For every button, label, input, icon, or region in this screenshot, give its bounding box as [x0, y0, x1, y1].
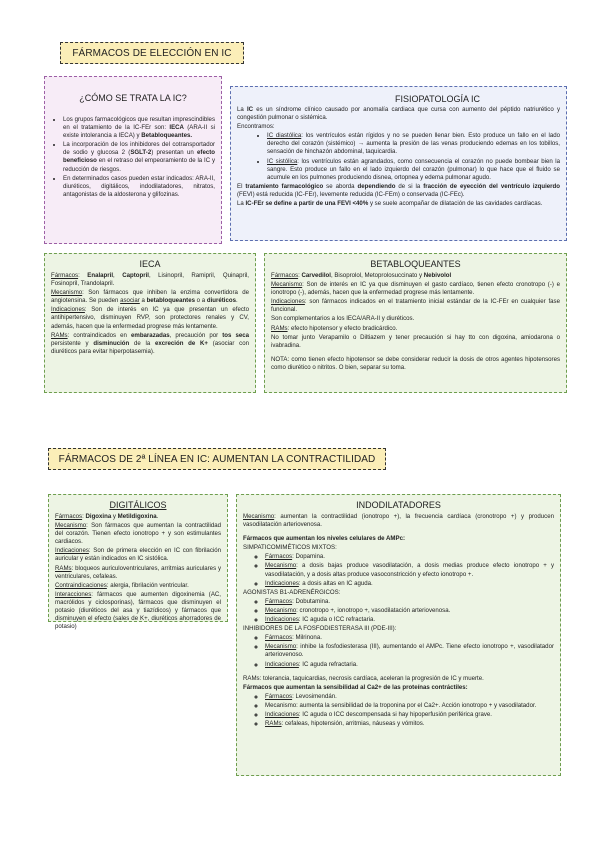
section-header-segunda-linea: [48, 448, 386, 470]
ieca-mecanismo: Mecanismo: Son fármacos que inhiben la enzima convertidora de angiotensina. Se pueden asociar a betabloqueantes o a diuréticos.: [51, 289, 249, 305]
como-se-trata-box: [44, 76, 222, 244]
como-item-3: • En determinados casos pueden estar indicados: ARA-II, diuréticos, digitálicos, indodilatadores, nitratos, antagonistas de la aldosterona y glifozinas.: [63, 175, 215, 199]
digi-interacciones: Interacciones: fármacos que aumenten digoxinemia (AC, macrólidos y ciclosporinas), fármacos que disminuyen el potasio (diuréticos del asa y tiazídicos) y fármacos que disminuyen el efecto (sales de K+, diuréticos ahorradores de potasio): [55, 590, 221, 631]
digi-farmacos: Fármacos: Digoxina y Metildigoxina.: [55, 513, 159, 520]
fisio-diastolica: • IC diastólica: los ventrículos están rígidos y no se pueden llenar bien. Esto produce un fallo en el lado derecho del corazón (sistémico) → aumenta la presión de las venas produciendo edemas en los tobillos, sensación de hinchazón abdominal, taquicardia.: [267, 132, 560, 156]
fisio-sistolica: • IC sistólica: los ventrículos están agrandados, como consecuencia el corazón no puede bombear bien la sangre. Esto produce un fallo en el lado izquierdo del corazón (pulmonar) lo que hace que el fluido se acumule en los pulmones produciendo disnea, ortopnea y edema pulmonar agudo.: [267, 158, 560, 182]
como-item-1: • Los grupos farmacológicos que resultan imprescindibles en el tratamiento de la IC-FEr son: IECA (ARA-II si existe intolerancia a IECA) y Betabloqueantes.: [63, 116, 215, 140]
ino-s4-mecanismo: ◦ Mecanismo: aumenta la sensibilidad de la troponina por el Ca2+. Acción ionotropo + y vasodilatador.: [265, 702, 554, 710]
ino-s3-indicaciones: ◦ Indicaciones: IC aguda refractaria.: [265, 661, 554, 669]
fisiopatologia-box: [230, 86, 567, 241]
ieca-box: [44, 253, 256, 393]
beta-no-tomar: No tomar junto Verapamilo o Diltiazem y tener precaución si hay tto con digoxina, amiodarona o ivabradina.: [271, 333, 560, 349]
ino-s2-mecanismo: ◦ Mecanismo: cronotropo +, ionotropo +, vasodilatación arteriovenosa.: [265, 607, 554, 615]
digi-title: DIGITÁLICOS: [109, 500, 167, 510]
digitalicos-box: [48, 494, 228, 631]
section-header-segunda-linea-text: FÁRMACOS DE 2ª LÍNEA EN IC: AUMENTAN LA CONTRACTILIDAD: [58, 453, 376, 465]
inodilatadores-box: [236, 494, 561, 776]
ino-list-4: [243, 693, 554, 728]
digi-indicaciones: Indicaciones: Son de primera elección en IC con fibrilación auricular y están indicados en IC sistólica.: [55, 547, 221, 563]
beta-mecanismo: Mecanismo: Son de interés en IC ya que disminuyen el gasto cardíaco, tienen efecto cronotropo (-) e ionotropo (-), además, hacen que la enfermedad progrese más lentamente.: [271, 281, 560, 297]
beta-rams: RAMs: efecto hipotensor y efecto bradicárdico.: [271, 324, 398, 332]
fisio-intro: La IC es un síndrome clínico causado por anomalía cardiaca que cursa con aumento del péptido natriurético y congestión pulmonar o sistémica.: [237, 106, 560, 122]
ino-s1-indicaciones: ◦ Indicaciones: a dosis altas en IC aguda.: [265, 580, 554, 588]
fisio-encontramos: Encontramos:: [237, 123, 275, 131]
digi-mecanismo: Mecanismo: Son fármacos que aumentan la contractilidad del corazón. Tienen efecto ionotropo + y son estimulantes cardiacos.: [55, 522, 221, 546]
ino-ampc-heading: Fármacos que aumentan los niveles celulares de AMPc:: [243, 535, 405, 543]
ino-mecanismo: Mecanismo: aumentan la contractilidad (ionotropo +), la frecuencia cardíaca (cronotropo +) y producen vasodilatación arteriovenosa.: [243, 513, 554, 529]
ino-inhibidores: INHIBIDORES DE LA FOSFODIESTERASA III (PDE-III):: [243, 625, 397, 633]
ino-s1-farmacos: ◦ Fármacos: Dopamina.: [265, 553, 554, 561]
ino-ca-heading: Fármacos que aumentan la sensibilidad al Ca2+ de las proteínas contráctiles:: [243, 683, 468, 691]
digi-rams: RAMs: bloqueos auriculoventriculares, arritmias auriculares y ventriculares, cefaleas.: [55, 564, 221, 580]
ino-agonistas: AGONISTAS B1-ADRENÉRGICOS:: [243, 588, 341, 596]
beta-farmacos: Fármacos: Carvedilol, Bisoprolol, Metoprolosuccinato y Nebivolol: [271, 272, 452, 279]
como-list: [51, 116, 215, 199]
ieca-title: IECA: [139, 259, 161, 269]
como-title: ¿CÓMO SE TRATA LA IC?: [79, 93, 187, 103]
beta-indicaciones: Indicaciones: son fármacos indicados en el tratamiento inicial estándar de la IC-FEr en cualquier fase funcional.: [271, 298, 560, 314]
ino-rams: RAMs: tolerancia, taquicardias, necrosis cardíaca, aceleran la progresión de IC y muerte.: [243, 674, 484, 682]
ino-s3-mecanismo: ◦ Mecanismo: inhibe la fosfodiesterasa (III), aumentando el AMPc. Tiene efecto ionotropo +, vasodilatador arteriovenoso.: [265, 643, 554, 659]
ino-s4-farmacos: ◦ Fármacos: Levosimendán.: [265, 693, 554, 701]
ino-s1-mecanismo: ◦ Mecanismo: a dosis bajas produce vasodilatación, a dosis medias produce efecto ionotropo + y vasodilatación, y a dosis altas produce vasoconstricción y efecto ionotropo +.: [265, 562, 554, 578]
ino-title: INDODILATADORES: [356, 500, 441, 510]
ino-s3-farmacos: ◦ Fármacos: Milrinona.: [265, 634, 554, 642]
ino-s4-indicaciones: ◦ Indicaciones: IC aguda o ICC descompensada si hay hipoperfusión periférica grave.: [265, 711, 554, 719]
fisio-tratamiento: El tratamiento farmacológico se aborda dependiendo de si la fracción de eyección del ventrículo izquierdo (FEVI) está reducida (IC-FEr), levemente reducida (IC-FEm) o conservada (IC-FEc).: [237, 182, 560, 198]
ino-s4-rams: ◦ RAMs: cefaleas, hipotensión, arritmias, náuseas y vómitos.: [265, 720, 554, 728]
ieca-farmacos: Fármacos: Enalapril, Captopril, Lisinopril, Ramipril, Quinapril, Fosinopril, Trandolapril.: [51, 272, 249, 288]
como-item-2: • La incorporación de los inhibidores del cotransportador de sodio y glucosa 2 (SGLT-2) presentan un efecto beneficioso en el retraso del empeoramiento de la IC y reducción de riesgos.: [63, 141, 215, 173]
ieca-rams: RAMs: contraindicados en embarazadas, precaución por tos seca persistente y disminución de la excreción de K+ (asociar con diuréticos para evitar hiperpotasemia).: [51, 331, 250, 355]
beta-title: BETABLOQUEANTES: [370, 259, 461, 269]
fisio-icfer: La IC-FEr se define a partir de una FEVI <40% y se suele acompañar de dilatación de las cavidades cardíacas.: [237, 200, 543, 208]
digi-contraindicaciones: Contraindicaciones: alergia, fibrilación ventricular.: [55, 581, 189, 589]
beta-complementarios: Son complementarios a los IECA/ARA-II y diuréticos.: [271, 315, 415, 323]
ino-list-3: [243, 634, 554, 668]
ieca-indicaciones: Indicaciones: Son de interés en IC ya que presentan un efecto antihipertensivo, disminuyen RVP, son protectores renales y CV, además, hacen que la enfermedad progrese más lentamente.: [51, 306, 249, 330]
ino-list-2: [243, 598, 554, 624]
ino-s2-indicaciones: ◦ Indicaciones: IC aguda o ICC refractaria.: [265, 616, 554, 624]
betabloqueantes-box: [264, 253, 567, 393]
ino-list-1: [243, 553, 554, 587]
fisio-title: FISIOPATOLOGÍA IC: [394, 94, 480, 104]
ino-simpaticomimeticos: SIMPATICOMIMÉTICOS MIXTOS:: [243, 544, 337, 552]
ino-s2-farmacos: ◦ Fármacos: Dobutamina.: [265, 598, 554, 606]
fisio-list: [237, 132, 560, 182]
section-header-eleccion: [60, 42, 244, 64]
section-header-eleccion-text: FÁRMACOS DE ELECCIÓN EN IC: [72, 47, 232, 59]
beta-nota: NOTA: como tienen efecto hipotensor se debe considerar reducir la dosis de otros agentes hipotensores como diurético o nitritos. O bien, separar su toma.: [271, 355, 560, 371]
